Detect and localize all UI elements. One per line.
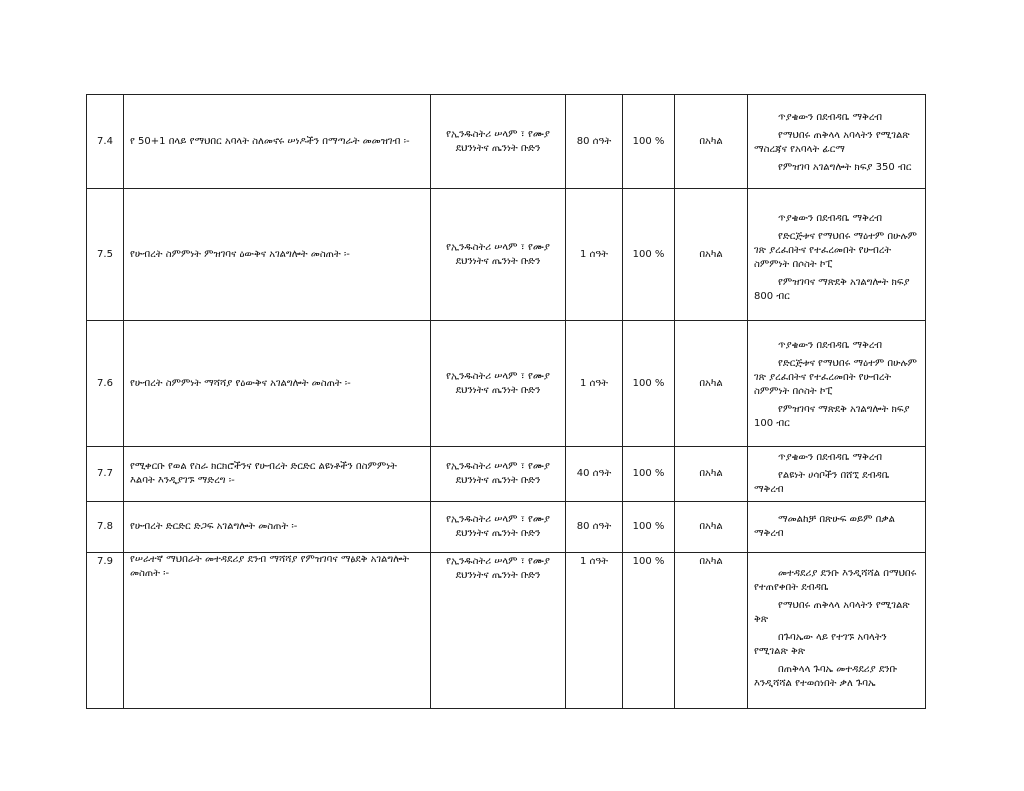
requirement-item: የምዝገባና ማጽደቅ አገልግሎት ክፍያ 800 ብር bbox=[754, 276, 910, 302]
requirement-item: የምዝገባና ማጽደቅ አገልግሎት ክፍያ 100 ብር bbox=[754, 403, 910, 429]
service-time: 40 ሰዓት bbox=[566, 447, 623, 502]
table-row bbox=[87, 189, 926, 321]
requirement-item: በጉባኤው ላይ የተገኙ አባላትን የሚገልጽ ቅጽ bbox=[754, 631, 887, 657]
table-row bbox=[87, 321, 926, 447]
service-description: የ 50+1 በላይ የማህበር አባላት ስለመኖሩ ሠነዶችን በማጣራት መመዝገብ ፡- bbox=[124, 95, 431, 189]
table-row bbox=[87, 95, 926, 189]
responsible-team: የኢንዱስትሪ ሠላም ፣ የሙያ ደህንነትና ጤንነት ቡድን bbox=[431, 321, 566, 447]
service-time: 1 ሰዓት bbox=[566, 189, 623, 321]
requirement-item: ጥያቄውን በደብዳቤ ማቅረብ bbox=[778, 339, 883, 351]
row-number: 7.6 bbox=[87, 321, 124, 447]
service-description: የሠራተኛ ማህበራት መተዳደሪያ ደንብ ማሻሻያ የምዝገባና ማፅደቅ አገልግሎት መስጠት ፡- bbox=[124, 553, 431, 709]
service-mode: በአካል bbox=[675, 502, 748, 553]
requirements-cell bbox=[748, 502, 926, 553]
requirement-item: መተዳደሪያ ደንቡ እንዲሻሻል በማህበሩ የተጠየቀበት ደብዳቤ bbox=[754, 567, 917, 593]
service-time: 1 ሰዓት bbox=[566, 321, 623, 447]
service-mode: በአካል bbox=[675, 95, 748, 189]
requirement-item: የማህበሩ ጠቅላላ አባላትን የሚገልጽ ማስረጃና የአባላት ፊርማ bbox=[754, 129, 910, 155]
requirements-cell bbox=[748, 95, 926, 189]
service-percent: 100 % bbox=[623, 95, 675, 189]
service-description: የሚቀርቡ የወል የስራ ክርክሮችንና የሁብረት ድርድር ልዩነቶችን በስምምነት እልባት እንዲያገኙ ማድረግ ፡- bbox=[124, 447, 431, 502]
requirement-item: የማህበሩ ጠቅላላ አባላትን የሚገልጽ ቅጽ bbox=[754, 599, 910, 625]
responsible-team: የኢንዱስትሪ ሠላም ፣ የሙያ ደህንነትና ጤንነት ቡድን bbox=[431, 95, 566, 189]
service-time: 1 ሰዓት bbox=[566, 553, 623, 709]
service-percent: 100 % bbox=[623, 553, 675, 709]
requirement-item: ጥያቄውን በደብዳቤ ማቅረብ bbox=[778, 212, 883, 224]
requirement-item: በጠቅላላ ጉባኤ መተዳደሪያ ደንቡ እንዲሻሻል የተወሰነበት ቃለ ጉባኤ bbox=[754, 663, 898, 689]
service-percent: 100 % bbox=[623, 502, 675, 553]
service-mode: በአካል bbox=[675, 321, 748, 447]
requirement-item: የምዝገባ አገልግሎት ክፍያ 350 ብር bbox=[778, 161, 912, 173]
service-percent: 100 % bbox=[623, 321, 675, 447]
requirements-cell bbox=[748, 321, 926, 447]
service-standards-table bbox=[86, 94, 926, 709]
row-number: 7.7 bbox=[87, 447, 124, 502]
service-mode: በአካል bbox=[675, 189, 748, 321]
requirements-cell bbox=[748, 553, 926, 709]
row-number: 7.4 bbox=[87, 95, 124, 189]
row-number: 7.8 bbox=[87, 502, 124, 553]
service-time: 80 ሰዓት bbox=[566, 502, 623, 553]
service-mode: በአካል bbox=[675, 553, 748, 709]
requirement-item: ማመልከቻ በጽሁፍ ወይም በቃል ማቅረብ bbox=[754, 514, 896, 539]
requirement-item: የድርጅቱና የማህበሩ ማዕተም በሁሉም ገጽ ያረፈበትና የተፈረመበት የሁብረት ስምምነት በሶስት ኮፒ bbox=[754, 230, 917, 270]
service-description: የሁብረት ስምምነት ምዝገባና ዕውቅና አገልግሎት መስጠት ፡- bbox=[124, 189, 431, 321]
responsible-team: የኢንዱስትሪ ሠላም ፣ የሙያ ደህንነትና ጤንነት ቡድን bbox=[431, 502, 566, 553]
table-row bbox=[87, 553, 926, 709]
responsible-team: የኢንዱስትሪ ሠላም ፣ የሙያ ደህንነትና ጤንነት ቡድን bbox=[431, 189, 566, 321]
row-number: 7.9 bbox=[87, 553, 124, 709]
requirement-item: ጥያቄውን በደብዳቤ ማቅረብ bbox=[778, 111, 883, 123]
requirement-item: የድርጅቱና የማህበሩ ማዕተም በሁሉም ገጽ ያረፈበትና የተፈረመበት የሁብረት ስምምነት በሶስት ኮፒ bbox=[754, 357, 917, 397]
requirements-cell bbox=[748, 447, 926, 502]
requirement-item: የልዩነት ሀሳቦችን በሸኚ ደብዳቤ ማቅረብ bbox=[754, 470, 890, 495]
table-row bbox=[87, 502, 926, 553]
row-number: 7.5 bbox=[87, 189, 124, 321]
service-percent: 100 % bbox=[623, 189, 675, 321]
responsible-team: የኢንዱስትሪ ሠላም ፣ የሙያ ደህንነትና ጤንነት ቡድን bbox=[431, 447, 566, 502]
service-description: የሁብረት ስምምነት ማሻሻያ የዕውቅና አገልግሎት መስጠት ፡- bbox=[124, 321, 431, 447]
table-row bbox=[87, 447, 926, 502]
service-mode: በአካል bbox=[675, 447, 748, 502]
service-description: የሁብረት ድርድር ድጋፍ አገልግሎት መስጠት ፡- bbox=[124, 502, 431, 553]
service-percent: 100 % bbox=[623, 447, 675, 502]
requirement-item: ጥያቄውን በደብዳቤ ማቅረብ bbox=[778, 452, 883, 463]
service-time: 80 ሰዓት bbox=[566, 95, 623, 189]
requirements-cell bbox=[748, 189, 926, 321]
responsible-team: የኢንዱስትሪ ሠላም ፣ የሙያ ደህንነትና ጤንነት ቡድን bbox=[431, 553, 566, 709]
